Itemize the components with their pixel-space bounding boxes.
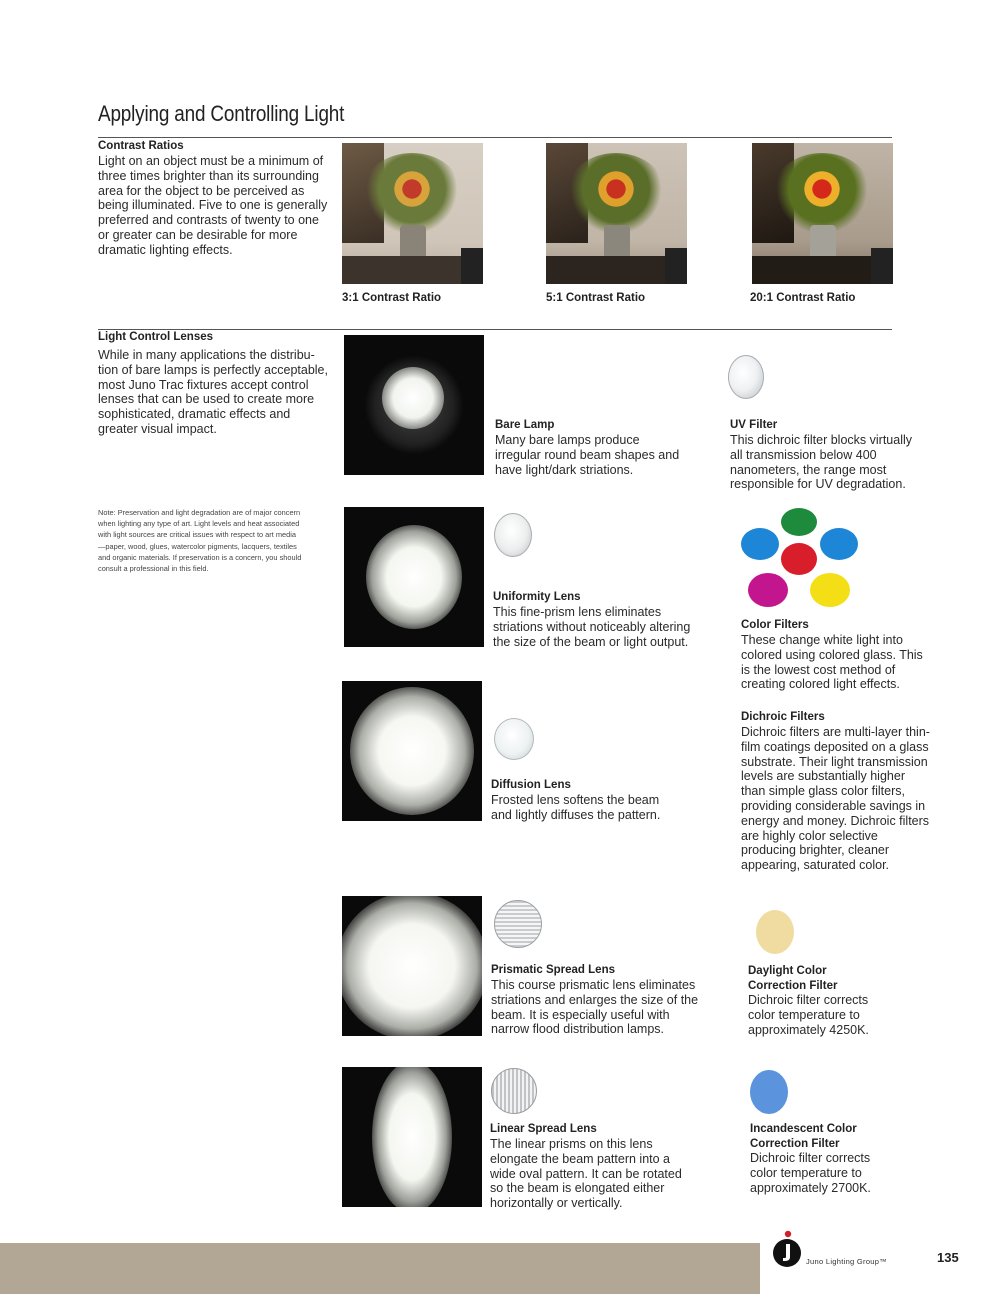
beam-bare-lamp: [344, 335, 484, 475]
green-filter-disc: [781, 508, 817, 536]
photo-5-to-1: [546, 143, 687, 284]
daylight-filter-body: Dichroic filter corrects color temperature to approximately 4250K.: [748, 993, 869, 1037]
diffusion-lens-body: Frosted lens softens the beam and lightly diffuses the pattern.: [491, 793, 661, 822]
beam-linear-spread-lens: [342, 1067, 482, 1207]
diffusion-lens-disc: [494, 718, 534, 760]
lenses-body: While in many applications the distribu-tion of bare lamps is perfectly acceptable, most Juno Trac fixtures accept control lenses that can be used to create more sophisticated, dramatic effects and greater visual impact.: [98, 348, 328, 436]
bare-lamp-body: Many bare lamps produce irregular round beam shapes and have light/dark striations.: [495, 433, 680, 477]
prismatic-spread-lens-body: This course prismatic lens eliminates striations and enlarges the size of the beam. It is especially useful with narrow flood distribution lamps.: [491, 978, 699, 1037]
color-filters-title: Color Filters: [741, 619, 809, 631]
uv-filter-title: UV Filter: [730, 419, 778, 431]
photo-20-to-1: [752, 143, 893, 284]
linear-spread-lens-body: The linear prisms on this lens elongate the beam pattern into a wide oval pattern. It can be rotated so the beam is elongated either horizontally or vertically.: [490, 1137, 682, 1211]
photo-3-to-1: [342, 143, 483, 284]
uniformity-lens-body: This fine-prism lens eliminates striations without noticeably altering the size of the beam or light output.: [493, 605, 691, 649]
page-title: Applying and Controlling Light: [98, 101, 345, 126]
title-rule: [98, 137, 892, 138]
prismatic-spread-lens-title: Prismatic Spread Lens: [491, 964, 615, 976]
section-rule: [98, 329, 892, 330]
brand-name: Juno Lighting Group™: [806, 1257, 888, 1266]
uv-filter-body: This dichroic filter blocks virtually all transmission below 400 nanometers, the range most responsible for UV degradation.: [730, 433, 912, 492]
blue-filter-disc-right: [820, 528, 858, 560]
red-filter-disc: [781, 543, 817, 575]
caption-3-to-1: 3:1 Contrast Ratio: [342, 292, 442, 304]
daylight-filter-title-2: Correction Filter: [748, 980, 838, 992]
diffusion-lens-title: Diffusion Lens: [491, 779, 571, 791]
caption-5-to-1: 5:1 Contrast Ratio: [546, 292, 646, 304]
footer-band: [0, 1243, 760, 1294]
incandescent-filter-disc: [750, 1070, 788, 1114]
magenta-filter-disc: [748, 573, 788, 607]
beam-prismatic-spread-lens: [342, 896, 482, 1036]
uniformity-lens-disc: [494, 513, 532, 557]
color-filters-body: These change white light into colored using colored glass. This is the lowest cost method of creating colored light effects.: [741, 633, 923, 692]
linear-spread-lens-title: Linear Spread Lens: [490, 1123, 597, 1135]
preservation-note: Note: Preservation and light degradation are of major concern when lighting any type of art. Light levels and heat associated with light sources are critical issues with respect to art media—paper, wood, glues, watercolor pigments, lacquers, textiles and organic materials. If preservation is a concern, you should consult a professional in this field.: [98, 508, 302, 574]
incandescent-filter-title-2: Correction Filter: [750, 1138, 840, 1150]
incandescent-filter-title-1: Incandescent Color: [750, 1123, 857, 1135]
dichroic-filters-title: Dichroic Filters: [741, 711, 825, 723]
contrast-body: Light on an object must be a minimum of three times brighter than its surrounding area for the object to be perceived as being illuminated. Five to one is generally preferred and contrasts of twenty to one or greater can be desirable for more dramatic lighting effects.: [98, 154, 328, 257]
page-number: 135: [937, 1250, 959, 1265]
incandescent-filter-body: Dichroic filter corrects color temperature to approximately 2700K.: [750, 1151, 871, 1195]
lenses-heading: Light Control Lenses: [98, 331, 213, 343]
contrast-heading: Contrast Ratios: [98, 140, 184, 152]
linear-spread-lens-disc: [491, 1068, 537, 1114]
beam-diffusion-lens: [342, 681, 482, 821]
daylight-filter-title-1: Daylight Color: [748, 965, 827, 977]
daylight-filter-disc: [756, 910, 794, 954]
blue-filter-disc-left: [741, 528, 779, 560]
dichroic-filters-body: Dichroic filters are multi-layer thin-film coatings deposited on a glass substrate. Their light transmission levels are substantially higher than simple glass color filters, providing considerable savings in energy and money. Dichroic filters are highly color selective producing brighter, cleaner appearing, saturated color.: [741, 725, 930, 873]
uv-filter-disc: [728, 355, 764, 399]
uniformity-lens-title: Uniformity Lens: [493, 591, 581, 603]
yellow-filter-disc: [810, 573, 850, 607]
bare-lamp-title: Bare Lamp: [495, 419, 555, 431]
caption-20-to-1: 20:1 Contrast Ratio: [750, 292, 856, 304]
prismatic-spread-lens-disc: [494, 900, 542, 948]
beam-uniformity-lens: [344, 507, 484, 647]
juno-logo-icon: [772, 1230, 802, 1268]
